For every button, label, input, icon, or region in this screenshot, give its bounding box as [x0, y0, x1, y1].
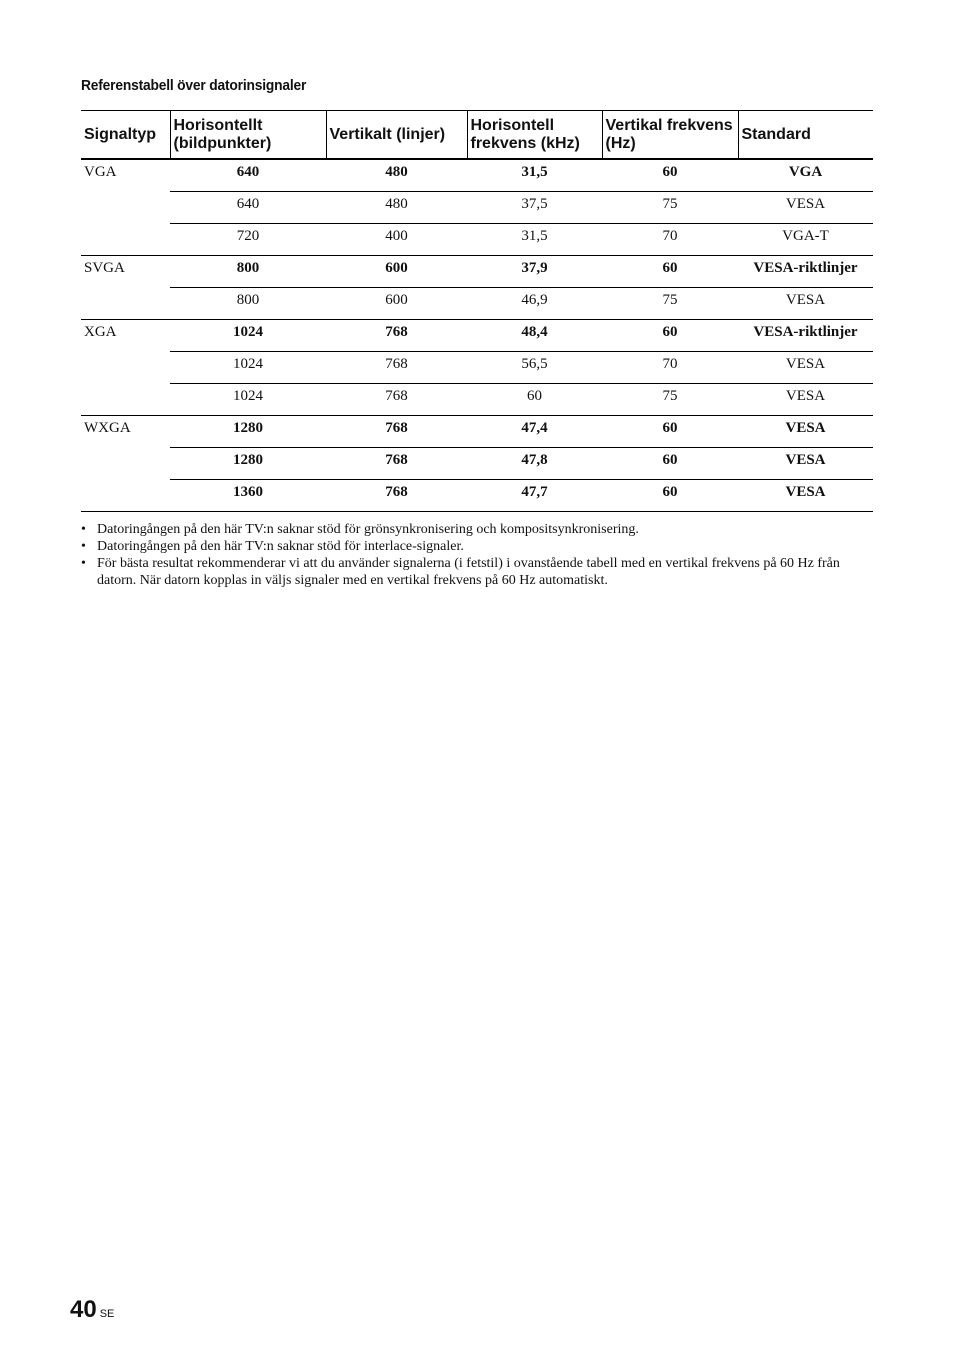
cell-h-frequency: 48,4 [467, 319, 602, 351]
cell-vertical: 400 [326, 223, 467, 255]
cell-signal-type [81, 351, 170, 383]
table-row [81, 255, 873, 287]
cell-standard: VESA [738, 479, 873, 511]
notes-list [81, 521, 873, 589]
cell-standard: VESA [738, 447, 873, 479]
cell-v-frequency: 70 [602, 223, 738, 255]
cell-standard: VGA-T [738, 223, 873, 255]
cell-h-frequency: 31,5 [467, 223, 602, 255]
note-item [81, 555, 873, 589]
cell-vertical: 600 [326, 255, 467, 287]
cell-horizontal: 1024 [170, 383, 326, 415]
cell-h-frequency: 47,8 [467, 447, 602, 479]
note-text: Datoringången på den här TV:n saknar stöd för interlace-signaler. [97, 539, 464, 554]
note-item [81, 538, 873, 555]
cell-standard: VESA [738, 383, 873, 415]
cell-v-frequency: 60 [602, 479, 738, 511]
cell-vertical: 600 [326, 287, 467, 319]
cell-v-frequency: 60 [602, 159, 738, 191]
table-row [81, 191, 873, 223]
cell-vertical: 480 [326, 159, 467, 191]
cell-signal-type [81, 223, 170, 255]
cell-standard: VESA [738, 351, 873, 383]
signal-reference-table [81, 110, 873, 512]
cell-signal-type: XGA [84, 323, 117, 340]
bullet-icon: • [81, 556, 86, 571]
table-row [81, 383, 873, 415]
cell-horizontal: 800 [170, 287, 326, 319]
cell-v-frequency: 60 [602, 415, 738, 447]
table-row [81, 479, 873, 511]
cell-standard: VESA-riktlinjer [738, 255, 873, 287]
table-header-row [81, 111, 873, 160]
page-footer [70, 1296, 114, 1324]
section-title: Referenstabell över datorinsignaler [81, 77, 307, 94]
cell-horizontal: 1024 [170, 351, 326, 383]
cell-standard: VESA-riktlinjer [738, 319, 873, 351]
cell-signal-type [81, 383, 170, 415]
cell-v-frequency: 75 [602, 383, 738, 415]
page-number: 40 [70, 1296, 97, 1323]
cell-horizontal: 1360 [170, 479, 326, 511]
language-code: SE [99, 1308, 115, 1320]
cell-horizontal: 1280 [170, 447, 326, 479]
cell-signal-type [81, 191, 170, 223]
cell-vertical: 480 [326, 191, 467, 223]
cell-standard: VGA [738, 159, 873, 191]
note-item [81, 521, 873, 538]
cell-v-frequency: 60 [602, 447, 738, 479]
cell-horizontal: 1280 [170, 415, 326, 447]
bullet-icon: • [81, 522, 86, 537]
cell-standard: VESA [738, 415, 873, 447]
header-vertical-frequency: Vertikal frekvens (Hz) [602, 111, 738, 160]
header-standard: Standard [738, 111, 873, 160]
cell-horizontal: 720 [170, 223, 326, 255]
cell-horizontal: 640 [170, 159, 326, 191]
cell-vertical: 768 [326, 415, 467, 447]
cell-h-frequency: 56,5 [467, 351, 602, 383]
cell-vertical: 768 [326, 351, 467, 383]
cell-horizontal: 800 [170, 255, 326, 287]
cell-h-frequency: 47,4 [467, 415, 602, 447]
cell-vertical: 768 [326, 383, 467, 415]
cell-h-frequency: 47,7 [467, 479, 602, 511]
table-row [81, 159, 873, 191]
table-row [81, 223, 873, 255]
cell-horizontal: 640 [170, 191, 326, 223]
cell-h-frequency: 60 [467, 383, 602, 415]
cell-vertical: 768 [326, 447, 467, 479]
cell-vertical: 768 [326, 479, 467, 511]
cell-horizontal: 1024 [170, 319, 326, 351]
cell-h-frequency: 31,5 [467, 159, 602, 191]
cell-signal-type: VGA [84, 164, 117, 180]
cell-h-frequency: 46,9 [467, 287, 602, 319]
note-text: För bästa resultat rekommenderar vi att du använder signalerna (i fetstil) i ovanstående tabell med en vertikal frekvens på 60 Hz från datorn. När datorn kopplas in väljs signaler med en vertikal frekvens på 60 Hz automatiskt. [97, 556, 840, 588]
table-body [81, 159, 873, 511]
cell-signal-type [81, 287, 170, 319]
header-vertical-lines: Vertikalt (linjer) [326, 111, 467, 160]
header-horizontal-pixels: Horisontellt (bildpunkter) [170, 111, 326, 160]
cell-v-frequency: 70 [602, 351, 738, 383]
note-text: Datoringången på den här TV:n saknar stöd för grönsynkronisering och kompositsynkronisering. [97, 522, 639, 537]
cell-v-frequency: 60 [602, 319, 738, 351]
table-row [81, 319, 873, 351]
cell-signal-type: SVGA [84, 259, 125, 276]
cell-signal-type [81, 447, 170, 479]
cell-vertical: 768 [326, 319, 467, 351]
table-row [81, 287, 873, 319]
bullet-icon: • [81, 539, 86, 554]
cell-signal-type: WXGA [84, 419, 131, 436]
cell-signal-type [81, 479, 170, 511]
table-row [81, 447, 873, 479]
cell-h-frequency: 37,5 [467, 191, 602, 223]
cell-v-frequency: 75 [602, 287, 738, 319]
table-row [81, 351, 873, 383]
cell-v-frequency: 60 [602, 255, 738, 287]
table-row [81, 415, 873, 447]
header-signal-type: Signaltyp [81, 111, 170, 160]
cell-standard: VESA [738, 191, 873, 223]
cell-v-frequency: 75 [602, 191, 738, 223]
cell-h-frequency: 37,9 [467, 255, 602, 287]
cell-standard: VESA [738, 287, 873, 319]
header-horizontal-frequency: Horisontell frekvens (kHz) [467, 111, 602, 160]
